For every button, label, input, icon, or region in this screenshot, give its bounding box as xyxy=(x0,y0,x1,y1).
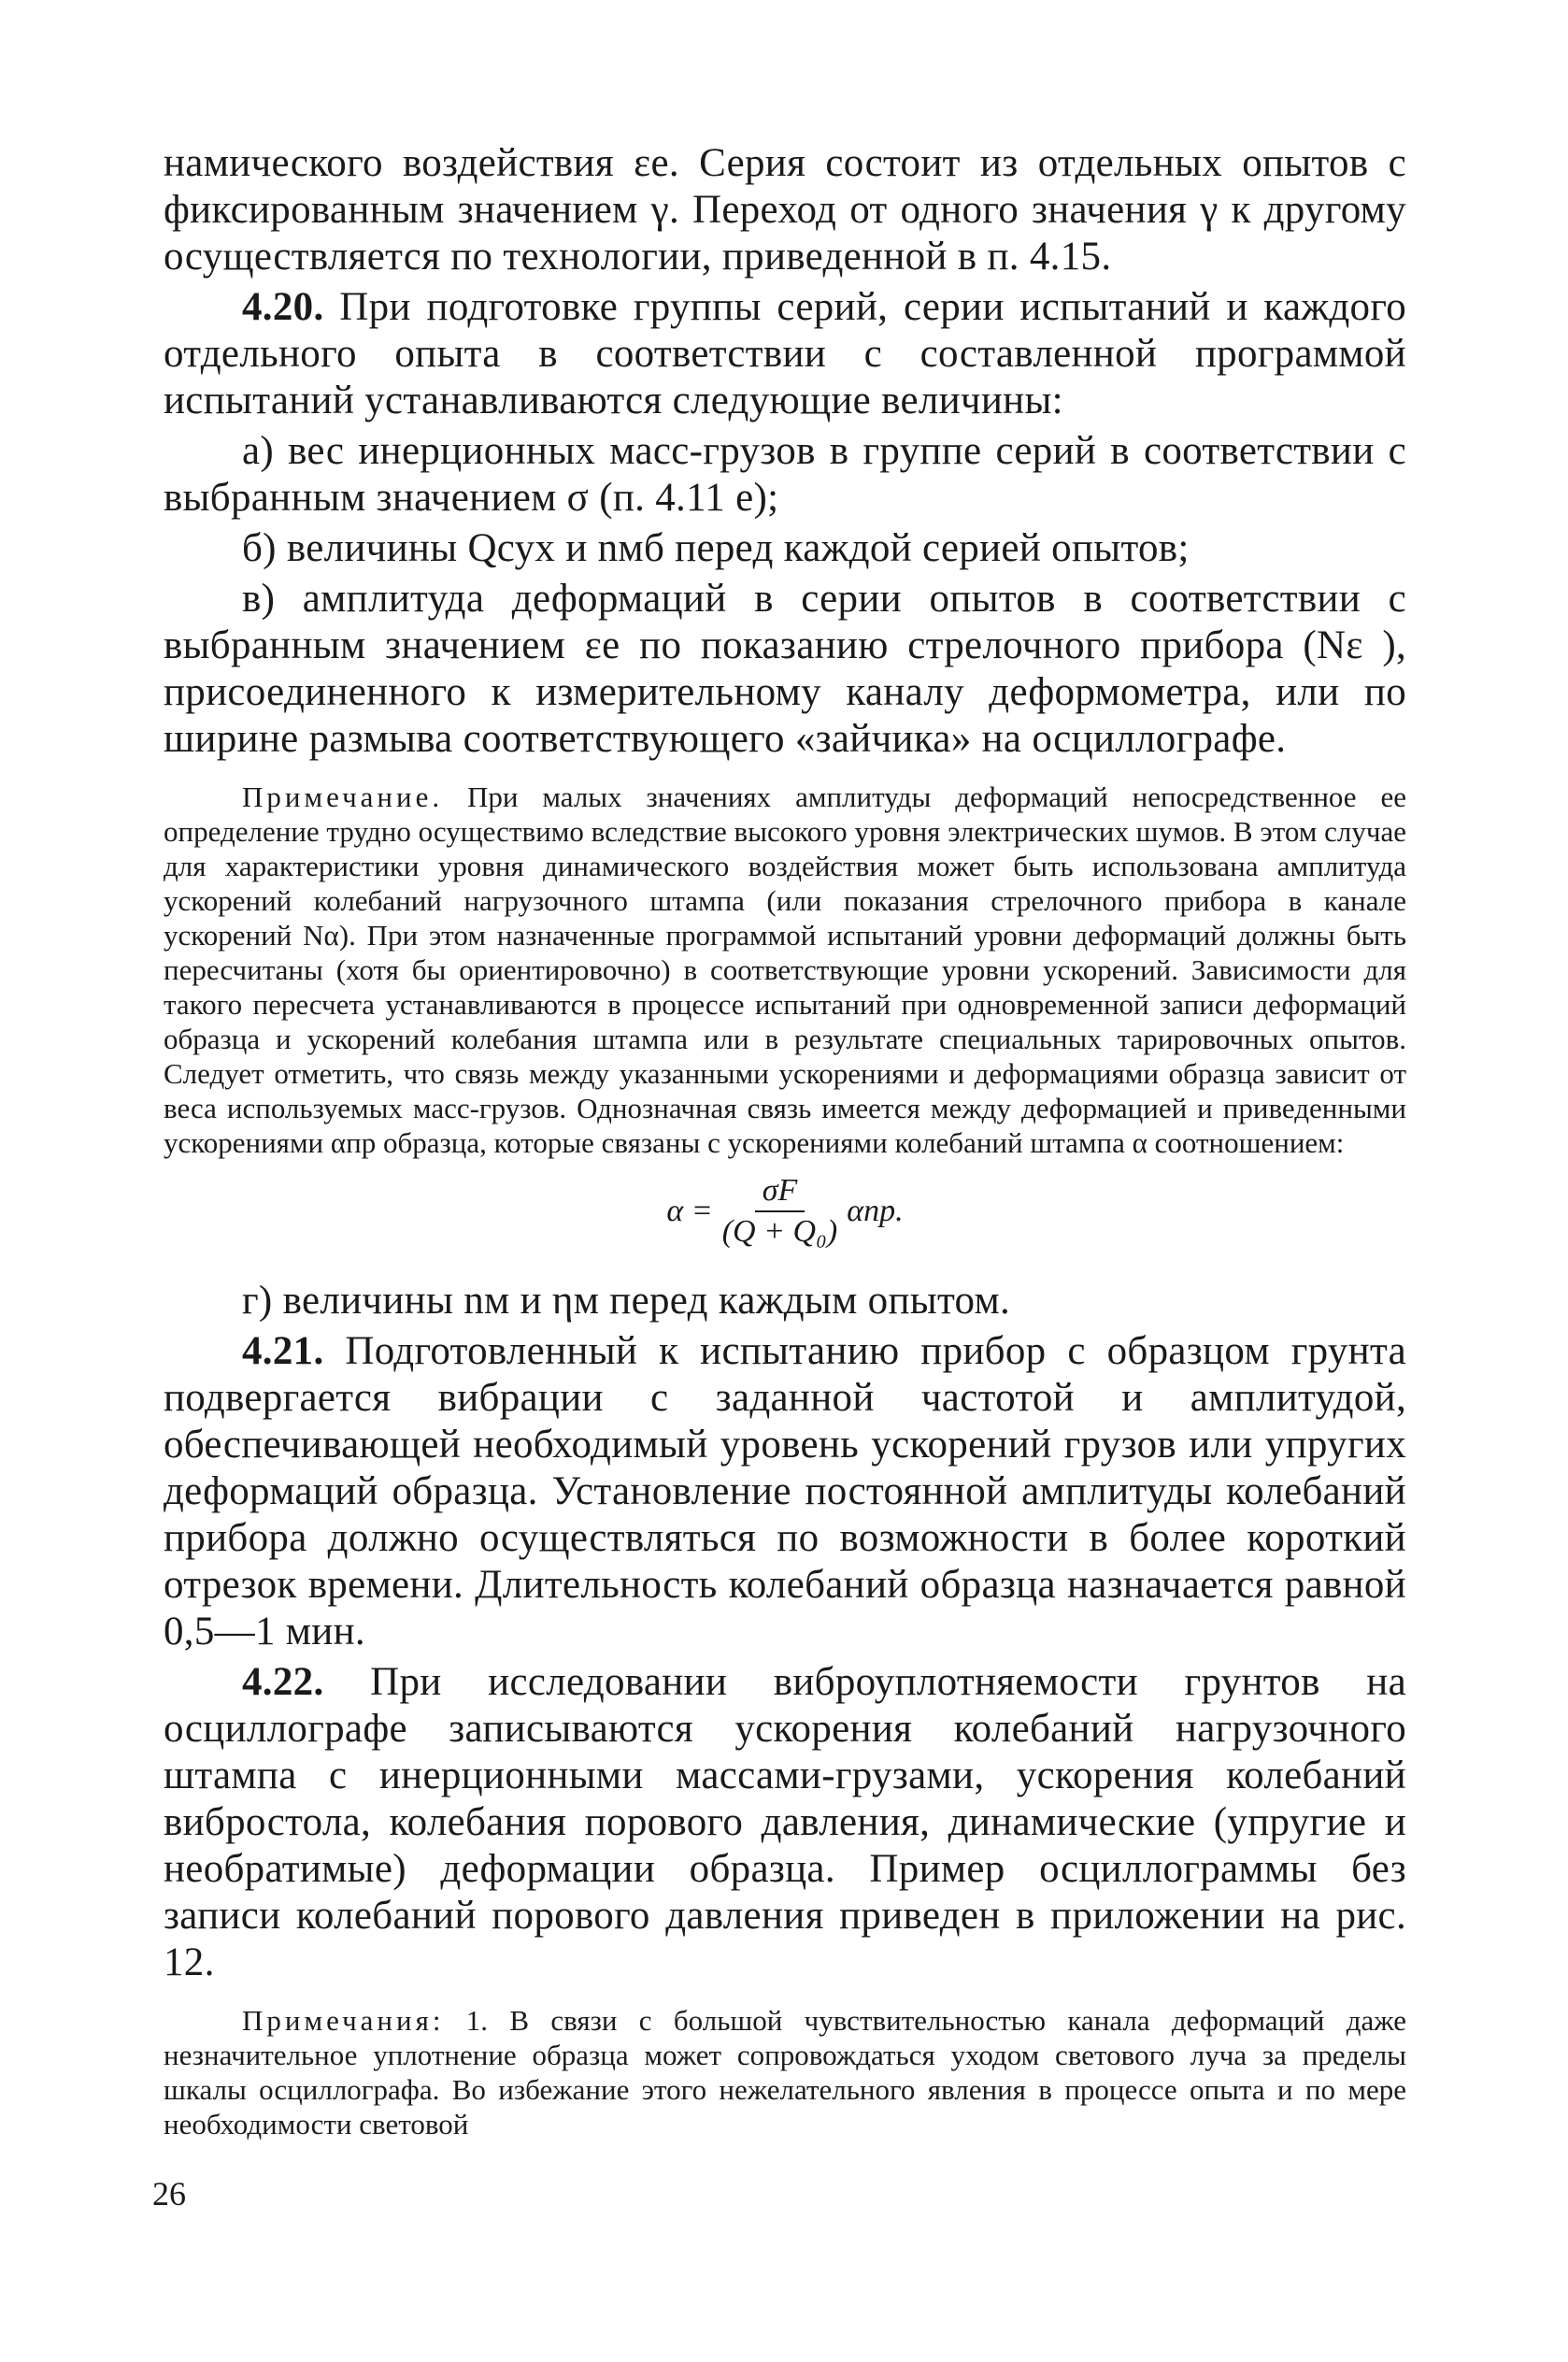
section-number: 4.22. xyxy=(242,1660,324,1704)
main-text xyxy=(164,140,1406,763)
section-4-22 xyxy=(164,1659,1406,1986)
list-item-g: г) величины nм и ηм перед каждым опытом. xyxy=(242,1279,1011,1323)
notes-paragraph xyxy=(164,2003,1406,2141)
formula-denominator: (Q + Q₀) xyxy=(721,1214,838,1249)
formula-numerator: σF xyxy=(755,1173,805,1212)
list-item-a: а) вес инерционных масс-грузов в группе серий в соответствии с выбранным значением σ (п. 4.11 е); xyxy=(164,429,1406,520)
section-4-21 xyxy=(164,1328,1406,1655)
notes-label: Примечания: xyxy=(242,2004,445,2037)
list-item-b: б) величины Qсух и nмб перед каждой серией опытов; xyxy=(242,526,1190,570)
document-page xyxy=(164,140,1406,2154)
page-number: 26 xyxy=(152,2175,186,2212)
formula-rhs: αпр. xyxy=(847,1194,904,1228)
formula-fraction xyxy=(722,1173,838,1250)
formula xyxy=(164,1173,1406,1250)
note-paragraph xyxy=(164,780,1406,1160)
section-4-20 xyxy=(164,284,1406,424)
note-text: При малых значениях амплитуды деформаций непосредственное ее определение трудно осуществимо вследствие высокого уровня электрических шумов. В этом случае для характеристики уровня динамического воздействия может быть использована амплитуда ускорений колебаний нагрузочного штампа (или показания стрелочного прибора в канале ускорений Nα). При этом назначенные программой испытаний уровни деформаций должны быть пересчитаны (хотя бы ориентировочно) в соответствующие уровни ускорений. Зависимости для такого пересчета устанавливаются в процессе испытаний при одновременной записи деформаций образца и ускорений колебания штампа или в результате специальных тарировочных опытов. Следует отметить, что связь между указанными ускорениями и деформациями образца зависит от веса используемых масс-грузов. Однозначная связь имеется между деформацией и приведенными ускорениями αпр образца, которые связаны с ускорениями колебаний штампа α соотношением: xyxy=(164,780,1406,1159)
main-text-continued xyxy=(164,1278,1406,1986)
section-text: Подготовленный к испытанию прибор с образцом грунта подвергается вибрации с заданной частотой и амплитудой, обеспечивающей необходимый уровень ускорений грузов или упругих деформаций образца. Установление постоянной амплитуды колебаний прибора должно осуществляться по возможности в более короткий отрезок времени. Длительность колебаний образца назначается равной 0,5—1 мин. xyxy=(164,1329,1406,1653)
section-text: При подготовке группы серий, серии испытаний и каждого отдельного опыта в соответствии с составленной программой испытаний устанавливаются следующие величины: xyxy=(164,285,1406,422)
section-number: 4.20. xyxy=(242,285,324,329)
list-item-v: в) амплитуда деформаций в серии опытов в соответствии с выбранным значением εе по показанию стрелочного прибора (Nε ), присоединенного к измерительному каналу деформометра, или по ширине размыва соответствующего «зайчика» на осциллографе. xyxy=(164,577,1406,761)
note-label: Примечание. xyxy=(242,780,444,813)
paragraph-continuation: намического воздействия εе. Серия состоит из отдельных опытов с фиксированным значением γ. Переход от одного значения γ к другому осуществляется по технологии, приведенной в п. 4.15. xyxy=(164,141,1406,279)
section-text: При исследовании виброуплотняемости грунтов на осциллографе записываются ускорения колебаний нагрузочного штампа с инерционными массами-грузами, ускорения колебаний вибростола, колебания порового давления, динамические (упругие и необратимые) деформации образца. Пример осциллограммы без записи колебаний порового давления приведен в приложении на рис. 12. xyxy=(164,1660,1406,1984)
formula-lhs: α = xyxy=(666,1194,713,1228)
notes-text: 1. В связи с большой чувствительностью канала деформаций даже незначительное уплотнение образца может сопровождаться уходом светового луча за пределы шкалы осциллографа. Во избежание этого нежелательного явления в процессе опыта и по мере необходимости световой xyxy=(164,2004,1406,2140)
section-number: 4.21. xyxy=(242,1329,324,1373)
